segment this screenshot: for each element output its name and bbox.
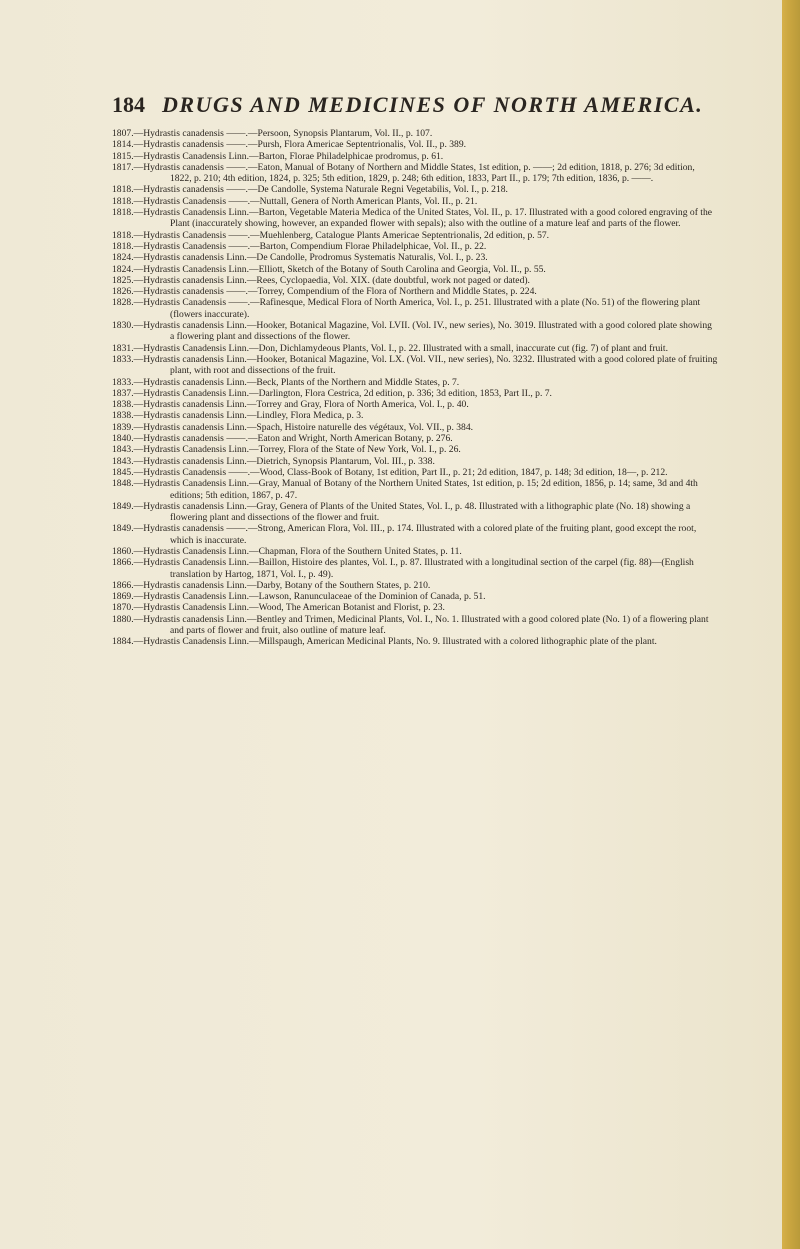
page-header <box>112 92 712 122</box>
list-item <box>112 207 718 230</box>
entry-year: 1838. <box>112 399 134 411</box>
list-item <box>112 422 718 433</box>
list-item <box>112 184 718 195</box>
entry-year: 1818. <box>112 184 134 196</box>
list-item <box>112 320 718 343</box>
entry-text: —Hydrastis Canadensis ——.—Wood, Class-Book of Botany, 1st edition, Part II., p. 21; 2d edition, 1847, p. 148; 3d edition, 18—, p. 212. <box>133 466 668 478</box>
entry-year: 1884. <box>112 636 134 648</box>
list-item <box>112 501 718 524</box>
list-item <box>112 128 718 139</box>
list-item <box>112 444 718 455</box>
list-item <box>112 297 718 320</box>
list-item <box>112 286 718 297</box>
entry-year: 1866. <box>112 579 134 591</box>
entry-text: —Hydrastis canadensis Linn.—Dietrich, Synopsis Plantarum, Vol. III., p. 338. <box>133 455 435 467</box>
entry-year: 1849. <box>112 500 134 512</box>
entry-year: 1843. <box>112 455 134 467</box>
list-item <box>112 602 718 613</box>
list-item <box>112 139 718 150</box>
entry-year: 1818. <box>112 240 134 252</box>
entry-year: 1817. <box>112 161 134 173</box>
list-item <box>112 467 718 478</box>
entry-text: —Hydrastis Canadensis ——.—Muehlenberg, Catalogue Plants Americae Septentrionalis, 2d edition, p. 57. <box>133 229 550 241</box>
entry-text: —Hydrastis canadensis ——.—Torrey, Compendium of the Flora of Northern and Middle States, p. 224. <box>133 286 537 298</box>
list-item <box>112 591 718 602</box>
entry-text: —Hydrastis canadensis Linn.—Darby, Botany of the Southern States, p. 210. <box>133 579 431 591</box>
entry-text: —Hydrastis Canadensis Linn.—Gray, Manual of Botany of the Northern United States, 1st edition, p. 15; 2d edition, 1856, p. 14; same, 3d and 4th editions; 5th edition, 1867, p. 47. <box>133 478 698 501</box>
entry-text: —Hydrastis canadensis Linn.—Bentley and Trimen, Medicinal Plants, Vol. I., No. 1. Illustrated with a good colored plate (No. 1) of a flowering plant and parts of flower and fruit, also outline of mature leaf. <box>133 613 709 637</box>
entry-year: 1831. <box>112 342 134 354</box>
entry-text: —Hydrastis Canadensis ——.—Rafinesque, Medical Flora of North America, Vol. I., p. 251. Illustrated with a plate (No. 51) of the flowering plant (flowers inaccurate). <box>133 297 701 320</box>
list-item <box>112 377 718 388</box>
list-item <box>112 264 718 275</box>
entry-year: 1839. <box>112 421 134 433</box>
entry-year: 1833. <box>112 376 134 388</box>
page-number: 184 <box>112 92 145 117</box>
entry-text: —Hydrastis Canadensis ——.—Nuttall, Genera of North American Plants, Vol. II., p. 21. <box>133 195 478 207</box>
list-item <box>112 546 718 557</box>
entry-text: —Hydrastis canadensis Linn.—Lindley, Flora Medica, p. 3. <box>133 410 364 422</box>
entry-text: —Hydrastis canadensis Linn.—Spach, Histoire naturelle des végétaux, Vol. VII., p. 384. <box>133 421 474 433</box>
entry-text: —Hydrastis canadensis ——.—Eaton, Manual of Botany of Northern and Middle States, 1st edition, p. ——; 2d edition, 1818, p. 276; 3d edition, 1822, p. 210; 4th edition, 1824, p. 325; 5th edition, 1829, p. 248; 6th edition, 1833, Part II., p. 179; 7th edition, 1836, p. ——. <box>133 161 695 185</box>
entry-year: 1860. <box>112 545 134 557</box>
list-item <box>112 354 718 377</box>
list-item <box>112 151 718 162</box>
entry-year: 1807. <box>112 128 134 139</box>
entry-text: —Hydrastis canadensis ——.—Strong, American Flora, Vol. III., p. 174. Illustrated with a colored plate of the fruiting plant, good except the root, which is inaccurate. <box>133 523 697 546</box>
entry-year: 1837. <box>112 387 134 399</box>
entry-text: —Hydrastis canadensis Linn.—Torrey and Gray, Flora of North America, Vol. I., p. 40. <box>133 399 469 411</box>
list-item <box>112 388 718 399</box>
entry-text: —Hydrastis Canadensis Linn.—Darlington, Flora Cestrica, 2d edition, p. 336; 3d edition, 1853, Part II., p. 7. <box>133 387 552 399</box>
list-item <box>112 399 718 410</box>
entry-year: 1815. <box>112 150 134 162</box>
entry-text: —Hydrastis Canadensis ——.—Barton, Compendium Florae Philadelphicae, Vol. II., p. 22. <box>133 240 487 252</box>
list-item <box>112 275 718 286</box>
entry-text: —Hydrastis Canadensis Linn.—Chapman, Flora of the Southern United States, p. 11. <box>133 545 462 557</box>
entry-text: —Hydrastis Canadensis Linn.—Barton, Florae Philadelphicae prodromus, p. 61. <box>133 150 444 162</box>
entry-text: —Hydrastis Canadensis Linn.—Lawson, Ranunculaceae of the Dominion of Canada, p. 51. <box>133 591 486 603</box>
list-item <box>112 230 718 241</box>
list-item <box>112 343 718 354</box>
entry-year: 1814. <box>112 139 134 151</box>
list-item <box>112 557 718 580</box>
entry-year: 1843. <box>112 444 134 456</box>
entry-year: 1838. <box>112 410 134 422</box>
entry-text: —Hydrastis canadensis Linn.—Rees, Cyclopaedia, Vol. XIX. (date doubtful, work not paged or dated). <box>133 274 530 286</box>
entry-text: —Hydrastis canadensis Linn.—Gray, Genera of Plants of the United States, Vol. I., p. 48. Illustrated with a lithographic plate (No. 18) showing a flowering plant and dissections of the flower and fruit. <box>133 500 691 524</box>
list-item <box>112 614 718 637</box>
entry-text: —Hydrastis canadensis Linn.—Hooker, Botanical Magazine, Vol. LVII. (Vol. IV., new series), No. 3019. Illustrated with a good colored plate showing a flowering plant and dissections of the flower. <box>133 320 712 343</box>
list-item <box>112 478 718 501</box>
entry-text: —Hydrastis Canadensis Linn.—Torrey, Flora of the State of New York, Vol. I., p. 26. <box>133 444 461 456</box>
entry-year: 1830. <box>112 320 134 332</box>
list-item <box>112 162 718 185</box>
entry-year: 1818. <box>112 207 134 219</box>
entry-year: 1848. <box>112 478 134 490</box>
entry-year: 1869. <box>112 591 134 603</box>
list-item <box>112 241 718 252</box>
entry-text: —Hydrastis canadensis ——.—Eaton and Wright, North American Botany, p. 276. <box>133 433 453 445</box>
entry-text: —Hydrastis Canadensis Linn.—Baillon, Histoire des plantes, Vol. I., p. 87. Illustrated with a longitudinal section of the carpel (fig. 88)—(English translation by Hartog, 1871, Vol. I., p. 49). <box>133 557 694 580</box>
list-item <box>112 636 718 647</box>
entry-year: 1825. <box>112 274 134 286</box>
entry-year: 1880. <box>112 613 134 625</box>
list-item <box>112 433 718 444</box>
page-edge <box>782 0 800 1249</box>
entry-text: —Hydrastis canadensis Linn.—Beck, Plants of the Northern and Middle States, p. 7. <box>133 376 460 388</box>
entry-year: 1824. <box>112 252 134 264</box>
entry-year: 1849. <box>112 523 134 535</box>
entry-text: —Hydrastis Canadensis Linn.—Barton, Vegetable Materia Medica of the United States, Vol. II., p. 17. Illustrated with a good colored engraving of the Plant (inaccurately showing, however, an expanded flower with sepals); also with the outline of a mature leaf and parts of the flower. <box>133 207 713 230</box>
entry-year: 1826. <box>112 286 134 298</box>
entry-text: —Hydrastis canadensis Linn.—De Candolle, Prodromus Systematis Naturalis, Vol. I., p. 23. <box>133 252 488 264</box>
entry-text: —Hydrastis canadensis Linn.—Hooker, Botanical Magazine, Vol. LX. (Vol. VII., new series), No. 3232. Illustrated with a good colored plate of fruiting plant, with root and dissections of the fruit. <box>133 353 718 377</box>
entry-text: —Hydrastis Canadensis Linn.—Elliott, Sketch of the Botany of South Carolina and Georgia, Vol. II., p. 55. <box>133 263 546 275</box>
list-item <box>112 252 718 263</box>
list-item <box>112 580 718 591</box>
entry-year: 1840. <box>112 433 134 445</box>
list-item <box>112 196 718 207</box>
entry-text: —Hydrastis Canadensis Linn.—Don, Dichlamydeous Plants, Vol. I., p. 22. Illustrated with a small, inaccurate cut (fig. 7) of plant and fruit. <box>133 342 668 354</box>
list-item <box>112 410 718 421</box>
list-item <box>112 456 718 467</box>
entry-year: 1833. <box>112 353 134 365</box>
entry-text: —Hydrastis canadensis ——.—De Candolle, Systema Naturale Regni Vegetabilis, Vol. I., p. 218. <box>133 184 508 196</box>
entry-year: 1818. <box>112 229 134 241</box>
entry-text: —Hydrastis Canadensis Linn.—Wood, The American Botanist and Florist, p. 23. <box>133 602 445 614</box>
entry-year: 1818. <box>112 195 134 207</box>
entry-text: —Hydrastis canadensis ——.—Persoon, Synopsis Plantarum, Vol. II., p. 107. <box>133 128 433 139</box>
list-item <box>112 523 718 546</box>
bibliography-list <box>112 128 718 648</box>
entry-year: 1828. <box>112 297 134 309</box>
entry-year: 1845. <box>112 466 134 478</box>
entry-year: 1866. <box>112 557 134 569</box>
entry-text: —Hydrastis canadensis ——.—Pursh, Flora Americae Septentrionalis, Vol. II., p. 389. <box>133 139 467 151</box>
entry-text: —Hydrastis Canadensis Linn.—Millspaugh, American Medicinal Plants, No. 9. Illustrated with a colored lithographic plate of the plant. <box>133 636 657 648</box>
entry-year: 1824. <box>112 263 134 275</box>
running-title: DRUGS AND MEDICINES OF NORTH AMERICA. <box>162 92 704 117</box>
entry-year: 1870. <box>112 602 134 614</box>
